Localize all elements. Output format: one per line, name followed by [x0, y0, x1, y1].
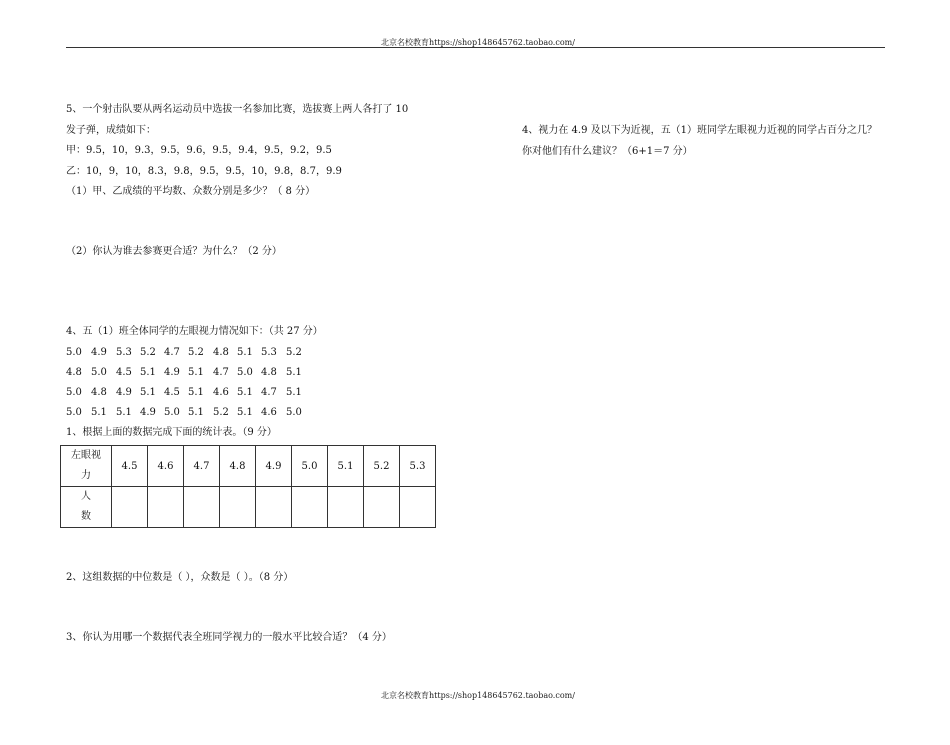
page-footer: 北京名校教育https://shop148645762.taobao.com/	[381, 691, 575, 700]
data-value: 5.0	[66, 387, 82, 398]
q5-line1: 5、一个射击队要从两名运动员中选拔一名参加比赛，选拔赛上两人各打了 10	[66, 104, 409, 115]
data-value: 5.0	[237, 367, 253, 378]
data-value: 5.0	[66, 347, 82, 358]
q4-subquestion-1: 1、根据上面的数据完成下面的统计表。（9 分）	[66, 427, 277, 438]
data-value: 5.1	[188, 387, 204, 398]
blank-answer-cell[interactable]	[364, 487, 400, 528]
data-value: 5.1	[286, 367, 302, 378]
row-header-vision: 左眼视 力	[61, 446, 112, 487]
data-value: 5.2	[286, 347, 302, 358]
column-header: 4.9	[256, 446, 292, 487]
data-value: 4.9	[164, 367, 180, 378]
table-row	[61, 446, 436, 487]
data-value: 5.3	[116, 347, 132, 358]
q5-yi-scores: 乙：10，9，10，8.3，9.8，9.5，9.5，10，9.8，8.7，9.9	[66, 166, 342, 177]
data-value: 5.1	[116, 407, 132, 418]
blank-answer-cell[interactable]	[220, 487, 256, 528]
data-value: 5.1	[140, 387, 156, 398]
blank-answer-cell[interactable]	[256, 487, 292, 528]
data-value: 4.8	[261, 367, 277, 378]
blank-answer-cell[interactable]	[112, 487, 148, 528]
data-value: 5.1	[237, 407, 253, 418]
data-value: 5.1	[237, 347, 253, 358]
blank-answer-cell[interactable]	[400, 487, 436, 528]
data-value: 4.8	[91, 387, 107, 398]
q5-jia-scores: 甲：9.5，10，9.3，9.5，9.6，9.5，9.4，9.5，9.2，9.5	[66, 145, 332, 156]
column-header: 4.7	[184, 446, 220, 487]
data-value: 4.9	[116, 387, 132, 398]
data-value: 4.9	[140, 407, 156, 418]
blank-answer-cell[interactable]	[328, 487, 364, 528]
blank-answer-cell[interactable]	[184, 487, 220, 528]
data-value: 4.9	[91, 347, 107, 358]
data-value: 4.6	[213, 387, 229, 398]
header-divider	[66, 47, 885, 48]
data-value: 4.7	[213, 367, 229, 378]
data-value: 4.8	[66, 367, 82, 378]
q4-subquestion-3: 3、你认为用哪一个数据代表全班同学视力的一般水平比较合适？（4 分）	[66, 632, 392, 643]
column-header: 4.8	[220, 446, 256, 487]
blank-answer-cell[interactable]	[148, 487, 184, 528]
data-value: 4.7	[261, 387, 277, 398]
data-value: 5.2	[188, 347, 204, 358]
table-row	[61, 487, 436, 528]
column-header: 4.5	[112, 446, 148, 487]
q4-title: 4、五（1）班全体同学的左眼视力情况如下：（共 27 分）	[66, 326, 323, 337]
q5-subquestion-1: （1）甲、乙成绩的平均数、众数分别是多少？（ 8 分）	[66, 186, 316, 197]
q4-subquestion-4-line1: 4、视力在 4.9 及以下为近视，五（1）班同学左眼视力近视的同学占百分之几？	[522, 125, 877, 136]
blank-answer-cell[interactable]	[292, 487, 328, 528]
data-value: 5.1	[237, 387, 253, 398]
data-value: 5.3	[261, 347, 277, 358]
q4-subquestion-2: 2、这组数据的中位数是（ ），众数是（ ）。（8 分）	[66, 572, 294, 583]
column-header: 5.2	[364, 446, 400, 487]
data-value: 5.1	[188, 407, 204, 418]
data-value: 4.7	[164, 347, 180, 358]
statistics-table	[60, 445, 436, 528]
data-value: 5.2	[140, 347, 156, 358]
column-header: 5.1	[328, 446, 364, 487]
data-value: 4.5	[116, 367, 132, 378]
data-value: 5.1	[140, 367, 156, 378]
row-header-count: 人 数	[61, 487, 112, 528]
q5-subquestion-2: （2）你认为谁去参赛更合适？为什么？（2 分）	[66, 246, 282, 257]
data-value: 5.1	[188, 367, 204, 378]
q5-line2: 发子弹，成绩如下：	[66, 125, 156, 136]
data-value: 5.2	[213, 407, 229, 418]
data-value: 4.5	[164, 387, 180, 398]
page-header: 北京名校教育https://shop148645762.taobao.com/	[381, 38, 575, 47]
q4-subquestion-4-line2: 你对他们有什么建议？（6+1＝7 分）	[522, 146, 693, 157]
data-value: 5.1	[286, 387, 302, 398]
data-value: 4.8	[213, 347, 229, 358]
column-header: 5.3	[400, 446, 436, 487]
column-header: 5.0	[292, 446, 328, 487]
column-header: 4.6	[148, 446, 184, 487]
data-value: 4.6	[261, 407, 277, 418]
data-value: 5.1	[91, 407, 107, 418]
data-value: 5.0	[91, 367, 107, 378]
data-value: 5.0	[164, 407, 180, 418]
data-value: 5.0	[66, 407, 82, 418]
data-value: 5.0	[286, 407, 302, 418]
